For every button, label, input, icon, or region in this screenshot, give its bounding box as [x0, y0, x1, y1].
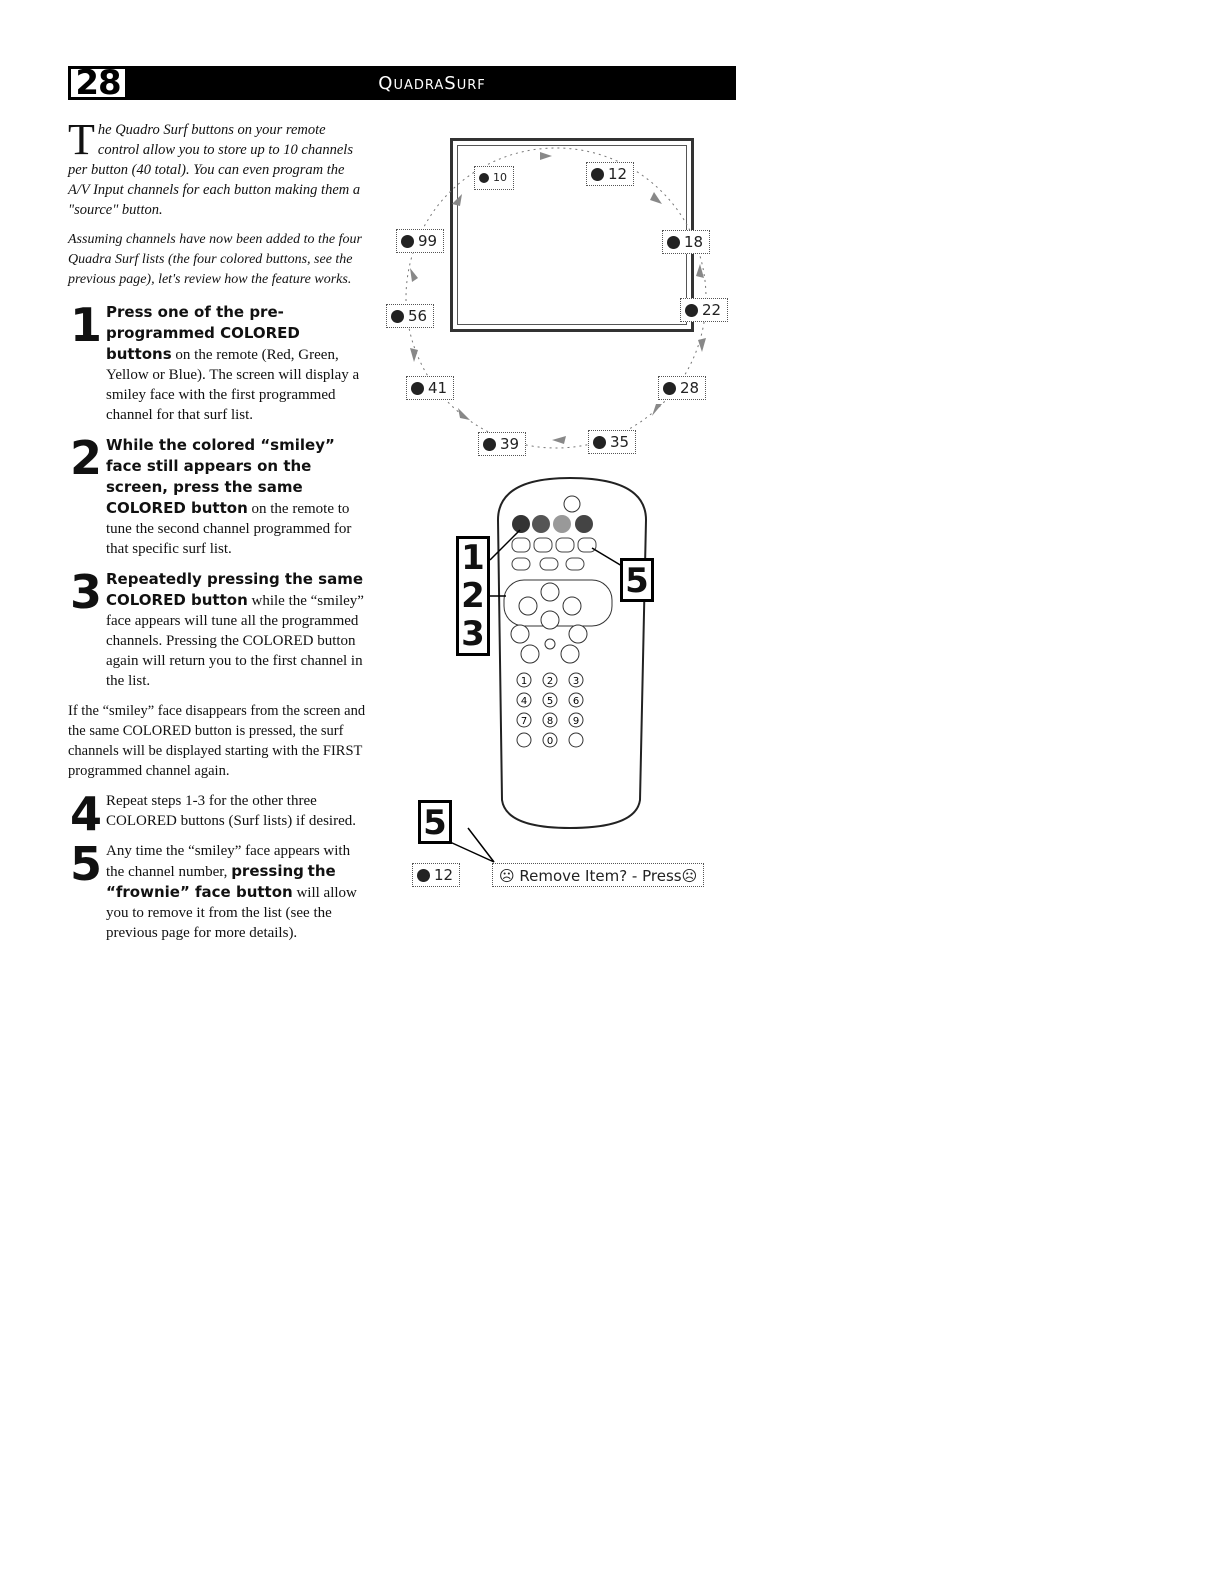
- arrow-icon: [696, 264, 704, 278]
- osd-channel-label: [412, 863, 460, 887]
- step-number: 2: [70, 431, 103, 485]
- callout-label: 1: [461, 538, 485, 578]
- color-dot-icon: [591, 168, 604, 181]
- function-button[interactable]: [556, 538, 574, 552]
- channel-number: 18: [684, 233, 704, 251]
- color-dot-icon: [663, 382, 676, 395]
- step-bold-text: pressing: [231, 862, 304, 880]
- frownie-callout: 5: [620, 558, 654, 602]
- up-button[interactable]: [541, 583, 559, 601]
- channel-label: [406, 376, 454, 400]
- arrow-icon: [452, 194, 462, 206]
- frownie-button[interactable]: [578, 538, 596, 552]
- color-dot-icon: [685, 304, 698, 317]
- step-text: Any time the “smiley” face appears with the channel number,: [106, 843, 351, 880]
- volume-up-button[interactable]: [511, 625, 529, 643]
- arrow-icon: [410, 348, 418, 362]
- channel-number: 10: [493, 171, 507, 184]
- step-callout-stack: [456, 536, 490, 656]
- step-bold-text: Press one of the pre-programmed COLORED buttons: [106, 303, 300, 363]
- left-button[interactable]: [519, 597, 537, 615]
- keypad-digit: 3: [572, 676, 580, 687]
- channel-number: 99: [418, 232, 438, 250]
- keypad-digit: 8: [546, 716, 554, 727]
- drop-cap: T: [68, 115, 95, 164]
- arrow-icon: [552, 436, 566, 444]
- cycle-arrows: [410, 152, 706, 444]
- function-button[interactable]: [566, 558, 584, 570]
- channel-label: [474, 166, 514, 190]
- keypad-digit: 2: [546, 676, 554, 687]
- remove-item-text: Remove Item? - Press: [519, 867, 682, 885]
- arrow-icon: [410, 268, 418, 282]
- frownie-icon: ☹: [681, 867, 698, 885]
- keypad-digit: 7: [520, 716, 528, 727]
- channel-number: 41: [428, 379, 448, 397]
- step-bold-text-2: the “frownie” face button: [106, 862, 336, 901]
- step-text-end: will allow you to remove it from the list (see the previous page for more details).: [106, 885, 357, 941]
- channel-up-button[interactable]: [569, 625, 587, 643]
- note-paragraph: If the “smiley” face disappears from the screen and the same COLORED button is pressed, the surf channels will be displayed starting with the FIRST programmed channel again.: [68, 703, 366, 779]
- page-number: 28: [68, 66, 128, 100]
- volume-down-button[interactable]: [521, 645, 539, 663]
- page-title: QuadraSurf: [378, 73, 486, 94]
- channel-down-button[interactable]: [561, 645, 579, 663]
- callout-label: 3: [461, 614, 485, 654]
- frownie-icon: ☹: [499, 867, 520, 885]
- step-text: on the remote to tune the second channel programmed for that specific surf list.: [106, 501, 352, 557]
- function-button[interactable]: [512, 538, 530, 552]
- step-text: on the remote (Red, Green, Yellow or Blue). The screen will display a smiley face with the first programmed channel for that surf list.: [106, 347, 360, 423]
- right-button[interactable]: [563, 597, 581, 615]
- channel-number: 12: [608, 165, 628, 183]
- surf-cycle-path: [406, 148, 706, 448]
- arrow-icon: [458, 408, 470, 420]
- leader-line: [450, 828, 494, 862]
- step-number: 1: [70, 298, 103, 352]
- channel-number: 12: [434, 866, 454, 884]
- channel-label: [386, 304, 434, 328]
- step-text: Repeat steps 1-3 for the other three COLORED buttons (Surf lists) if desired.: [106, 793, 356, 829]
- arrow-icon: [540, 152, 552, 160]
- color-dot-icon: [479, 173, 489, 183]
- color-dot-icon: [593, 436, 606, 449]
- channel-label: [588, 430, 636, 454]
- channel-label: [478, 432, 526, 456]
- function-button[interactable]: [512, 558, 530, 570]
- arrow-icon: [698, 338, 706, 352]
- blue-button[interactable]: [575, 515, 593, 533]
- yellow-button[interactable]: [553, 515, 571, 533]
- color-dot-icon: [483, 438, 496, 451]
- color-dot-icon: [411, 382, 424, 395]
- color-dot-icon: [401, 235, 414, 248]
- channel-number: 28: [680, 379, 700, 397]
- intro-text: he Quadro Surf buttons on your remote control allow you to store up to 10 channels per button (40 total). You can even program the A/V Input channels for each button making them a "source" button.: [68, 122, 361, 218]
- channel-number: 35: [610, 433, 630, 451]
- remove-item-prompt: [492, 863, 704, 887]
- keypad-digit: 6: [572, 696, 580, 707]
- step-number: 3: [70, 565, 103, 619]
- function-button[interactable]: [540, 558, 558, 570]
- step-bold-text: Repeatedly pressing the same COLORED button: [106, 570, 364, 609]
- step-text: while the “smiley” face appears will tune all the programmed channels. Pressing the COLORED button again will return you to the first channel in the list.: [106, 593, 364, 689]
- step-number: 5: [70, 837, 103, 891]
- channel-label: [680, 298, 728, 322]
- color-dot-icon: [391, 310, 404, 323]
- color-dot-icon: [417, 869, 430, 882]
- arrow-icon: [650, 192, 662, 204]
- keypad-digit: 1: [520, 676, 528, 687]
- keypad-digit: 4: [520, 696, 528, 707]
- green-button[interactable]: [532, 515, 550, 533]
- channel-label: [586, 162, 634, 186]
- keypad-digit: 5: [546, 696, 554, 707]
- down-button[interactable]: [541, 611, 559, 629]
- channel-label: [662, 230, 710, 254]
- keypad-button[interactable]: [569, 733, 583, 747]
- channel-label: [396, 229, 444, 253]
- power-button[interactable]: [564, 496, 580, 512]
- channel-number: 39: [500, 435, 520, 453]
- step-bold-text: While the colored “smiley” face still appears on the screen, press the same COLORED button: [106, 436, 335, 517]
- function-button[interactable]: [534, 538, 552, 552]
- keypad-button[interactable]: [517, 733, 531, 747]
- keypad-digit: 9: [572, 716, 580, 727]
- red-button[interactable]: [512, 515, 530, 533]
- callout-label: 2: [461, 576, 485, 616]
- step5-callout: 5: [418, 800, 452, 844]
- keypad-digit: 0: [546, 736, 554, 747]
- intro-paragraph-2: Assuming channels have now been added to the four Quadra Surf lists (the four colored buttons, see the previous page), let's review how the feature works.: [68, 232, 362, 287]
- channel-number: 56: [408, 307, 428, 325]
- channel-label: [658, 376, 706, 400]
- channel-number: 22: [702, 301, 722, 319]
- mute-button[interactable]: [545, 639, 555, 649]
- color-dot-icon: [667, 236, 680, 249]
- step-number: 4: [70, 787, 103, 841]
- arrow-icon: [652, 404, 662, 416]
